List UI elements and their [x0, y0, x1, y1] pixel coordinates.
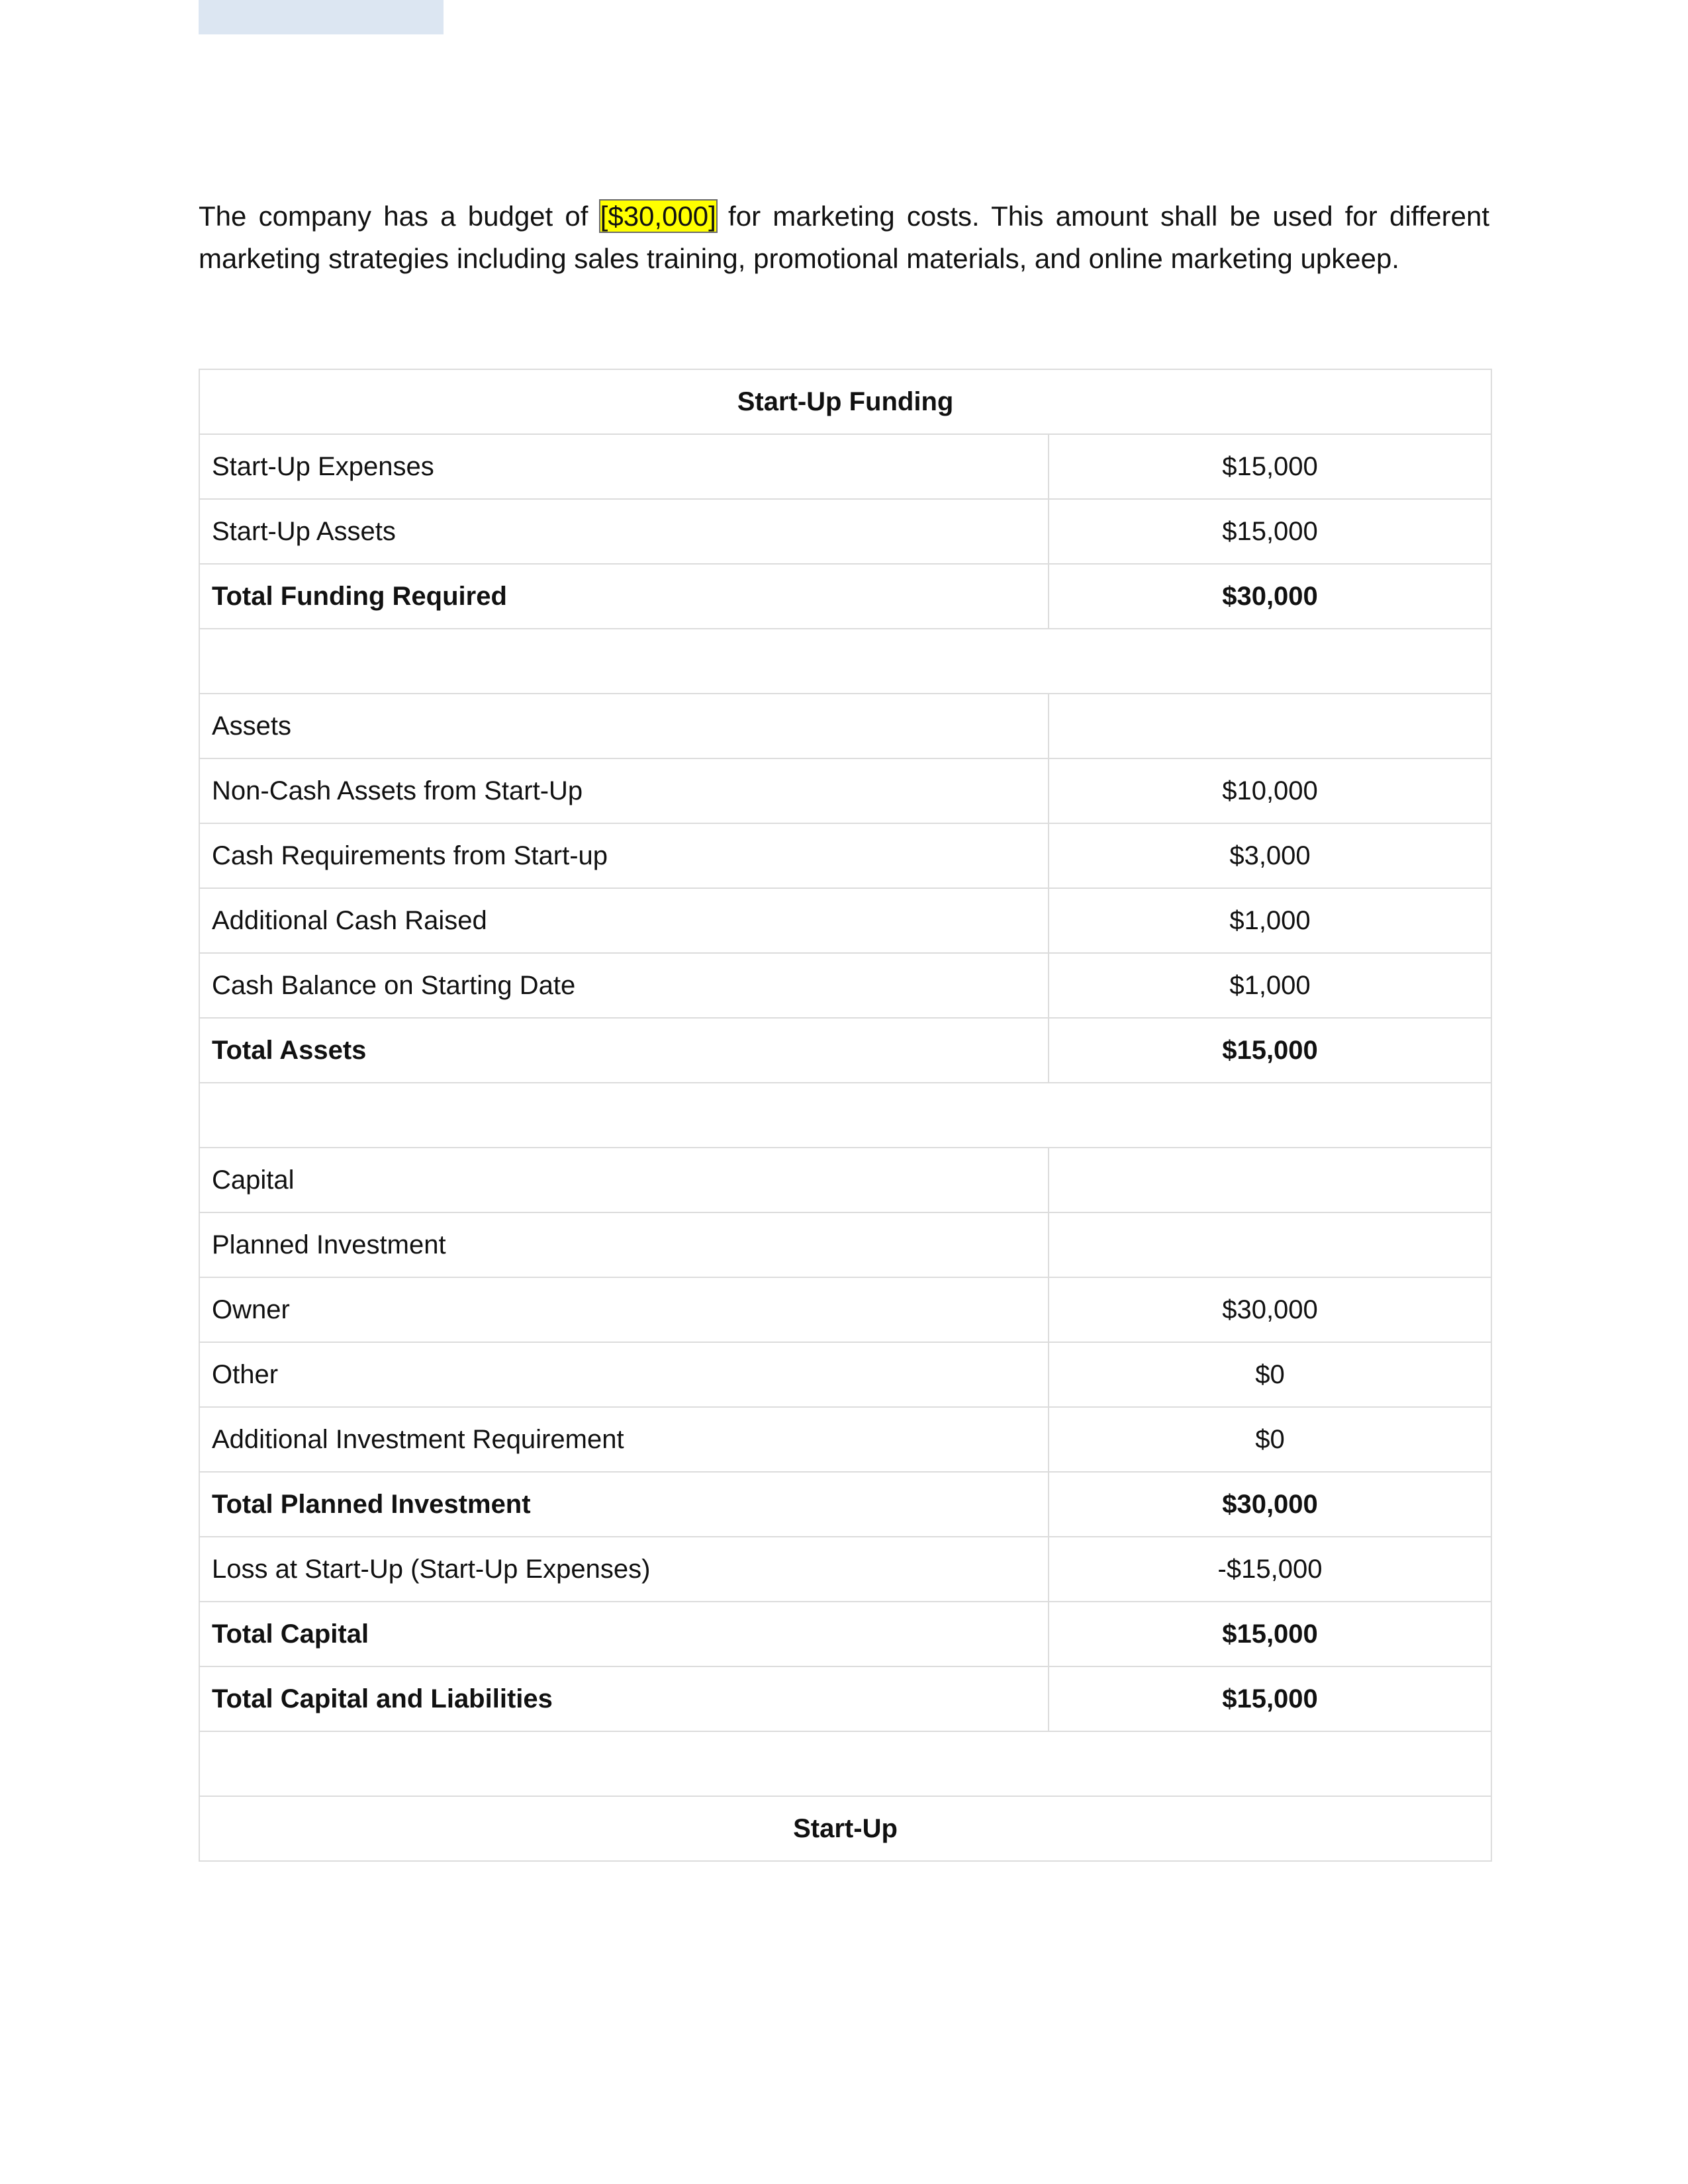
row-label: Cash Requirements from Start-up: [199, 823, 1049, 888]
table-row-total: [199, 1472, 1491, 1537]
startup-funding-table: [199, 369, 1492, 1862]
table-row-total: [199, 1666, 1491, 1731]
row-label: Capital: [199, 1148, 1049, 1212]
row-value: $15,000: [1049, 1666, 1491, 1731]
spacer-row: [199, 1731, 1491, 1796]
spacer-cell: [199, 629, 1491, 694]
row-label: Assets: [199, 694, 1049, 758]
row-label: Total Capital: [199, 1602, 1049, 1666]
row-value: $30,000: [1049, 1472, 1491, 1537]
row-label: Additional Investment Requirement: [199, 1407, 1049, 1472]
row-value: $0: [1049, 1342, 1491, 1407]
table-row-total: [199, 1602, 1491, 1666]
table-row: [199, 1407, 1491, 1472]
row-value: $15,000: [1049, 1018, 1491, 1083]
row-label: Non-Cash Assets from Start-Up: [199, 758, 1049, 823]
intro-paragraph: [199, 195, 1489, 280]
budget-highlight: [$30,000]: [600, 201, 716, 232]
table-row: [199, 823, 1491, 888]
row-label: Planned Investment: [199, 1212, 1049, 1277]
row-value: -$15,000: [1049, 1537, 1491, 1602]
table-row-total: [199, 1018, 1491, 1083]
row-value: [1049, 694, 1491, 758]
row-value: $15,000: [1049, 1602, 1491, 1666]
table-row-total: [199, 564, 1491, 629]
table-row: [199, 1537, 1491, 1602]
spacer-cell: [199, 1083, 1491, 1148]
row-value: $15,000: [1049, 499, 1491, 564]
row-label: Cash Balance on Starting Date: [199, 953, 1049, 1018]
row-label: Total Assets: [199, 1018, 1049, 1083]
row-value: $0: [1049, 1407, 1491, 1472]
row-label: Total Capital and Liabilities: [199, 1666, 1049, 1731]
table-row: [199, 758, 1491, 823]
row-label: Total Planned Investment: [199, 1472, 1049, 1537]
table-row: [199, 1342, 1491, 1407]
intro-text-start: The company has a budget of: [199, 201, 600, 232]
table-row: [199, 434, 1491, 499]
table-row: [199, 1277, 1491, 1342]
spacer-row: [199, 629, 1491, 694]
row-value: [1049, 1148, 1491, 1212]
row-label: Total Funding Required: [199, 564, 1049, 629]
row-value: $30,000: [1049, 1277, 1491, 1342]
row-value: $3,000: [1049, 823, 1491, 888]
row-label: Other: [199, 1342, 1049, 1407]
table-row: [199, 953, 1491, 1018]
table-footer: Start-Up: [199, 1796, 1491, 1861]
table-row: [199, 499, 1491, 564]
table-row: [199, 1148, 1491, 1212]
table-title-row: [199, 369, 1491, 434]
table-footer-row: [199, 1796, 1491, 1861]
intro-text-end: for marketing costs. This amount shall be used for different marketing strategies including sales training, promotional materials, and online marketing upkeep.: [199, 201, 1489, 274]
row-value: $1,000: [1049, 953, 1491, 1018]
row-label: Owner: [199, 1277, 1049, 1342]
row-label: Start-Up Expenses: [199, 434, 1049, 499]
header-bar: [199, 0, 444, 34]
table-title: Start-Up Funding: [199, 369, 1491, 434]
row-value: [1049, 1212, 1491, 1277]
spacer-row: [199, 1083, 1491, 1148]
row-label: Start-Up Assets: [199, 499, 1049, 564]
row-value: $1,000: [1049, 888, 1491, 953]
row-value: $10,000: [1049, 758, 1491, 823]
table-row: [199, 1212, 1491, 1277]
row-label: Loss at Start-Up (Start-Up Expenses): [199, 1537, 1049, 1602]
row-value: $30,000: [1049, 564, 1491, 629]
spacer-cell: [199, 1731, 1491, 1796]
table-row: [199, 888, 1491, 953]
table-row: [199, 694, 1491, 758]
row-value: $15,000: [1049, 434, 1491, 499]
row-label: Additional Cash Raised: [199, 888, 1049, 953]
